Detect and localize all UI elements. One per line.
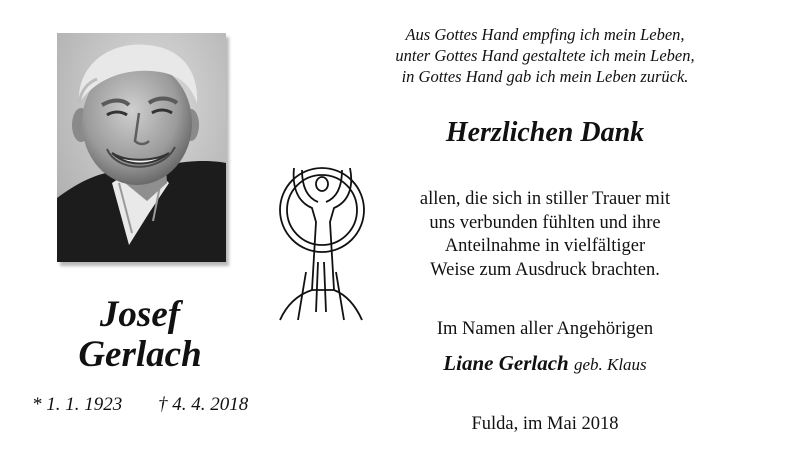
verse bbox=[330, 24, 760, 87]
deceased-first-name: Josef bbox=[99, 294, 181, 335]
birth-date: * 1. 1. 1923 bbox=[32, 394, 123, 415]
death-date: † 4. 4. 2018 bbox=[158, 394, 249, 415]
verse-line: Aus Gottes Hand empfing ich mein Leben, bbox=[405, 25, 685, 44]
deceased-last-name: Gerlach bbox=[78, 334, 202, 375]
family-line: Im Namen aller Angehörigen bbox=[436, 319, 654, 339]
thanks-text bbox=[330, 188, 760, 282]
thanks-line: uns verbunden fühlten und ihre bbox=[429, 212, 661, 233]
verse-line: in Gottes Hand gab ich mein Leben zurück. bbox=[401, 67, 689, 86]
verse-line: unter Gottes Hand gestaltete ich mein Leben, bbox=[395, 46, 695, 65]
thanks-line: Weise zum Ausdruck brachten. bbox=[430, 259, 660, 280]
thanks-line: Anteilnahme in vielfältiger bbox=[444, 236, 646, 256]
thanks-line: allen, die sich in stiller Trauer mit bbox=[419, 189, 671, 209]
thanks-heading: Herzlichen Dank bbox=[445, 117, 645, 148]
place-date: Fulda, im Mai 2018 bbox=[471, 414, 619, 434]
signer-note: geb. Klaus bbox=[573, 355, 647, 374]
signer bbox=[330, 350, 760, 378]
signer-name: Liane Gerlach bbox=[443, 351, 569, 375]
portrait-photo bbox=[57, 33, 226, 262]
